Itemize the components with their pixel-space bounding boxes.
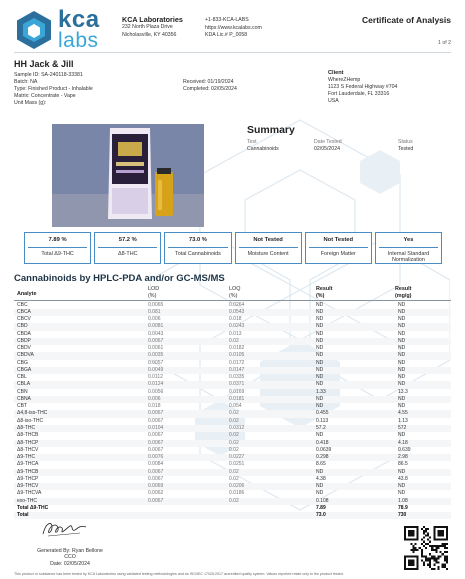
- analyte-result-percent: 57.2: [316, 425, 326, 432]
- analyte-name: CBL: [17, 374, 27, 381]
- analyte-result-percent: 0.298: [316, 454, 329, 461]
- stat-value: Not Tested: [323, 237, 354, 243]
- table-row: [14, 490, 451, 497]
- analyte-loq: 0.0182: [229, 345, 245, 352]
- analyte-lod: 0.0067: [148, 446, 164, 453]
- analyte-lod: 0.018: [148, 403, 161, 410]
- table-row: [14, 454, 451, 461]
- signature-date: Date: 02/05/2024: [50, 560, 90, 567]
- analyte-result-mg: ND: [398, 345, 406, 352]
- analyte-lod: 0.0067: [148, 439, 164, 446]
- sample-info-block: [14, 72, 93, 107]
- unit-mass: Unit Mass (g):: [14, 99, 47, 106]
- col-header-analyte: Analyte: [17, 291, 37, 297]
- analyte-result-percent: ND: [316, 316, 324, 323]
- analyte-result-percent: 0.113: [316, 417, 329, 424]
- stat-label: Internal Standard Normalization: [379, 247, 438, 264]
- analyte-lod: 0.0062: [148, 490, 164, 497]
- generated-by-block: [30, 548, 110, 567]
- analyte-lod: 0.0069: [148, 483, 164, 490]
- analyte-name: Δ8-iso-THC: [17, 417, 44, 424]
- analyte-result-mg: ND: [398, 490, 406, 497]
- analyte-lod: 0.0112: [148, 374, 163, 381]
- analyte-loq: 0.0335: [229, 374, 245, 381]
- analyte-result-percent: ND: [316, 352, 324, 359]
- analyte-loq: 0.054: [229, 403, 242, 410]
- summary-header-test: Test: [247, 139, 257, 145]
- batch: Batch: NA: [14, 78, 38, 85]
- table-row: [14, 410, 451, 417]
- analyte-loq: 0.02: [229, 432, 239, 439]
- analyte-result-mg: ND: [398, 337, 406, 344]
- analyte-result-mg: ND: [398, 323, 406, 330]
- analyte-result-mg: ND: [398, 395, 406, 402]
- lab-website[interactable]: https://www.kcalabs.com: [205, 24, 262, 31]
- analyte-result-percent: 0.418: [316, 439, 329, 446]
- lab-contact-block: [205, 17, 262, 40]
- analyte-result-mg: 13.3: [398, 388, 408, 395]
- analyte-loq: 0.0243: [229, 323, 245, 330]
- lab-license: KDA Lic.# P_0058: [205, 32, 248, 38]
- analyte-loq: 0.0169: [229, 388, 245, 395]
- summary-date-value: 02/05/2024: [314, 146, 340, 153]
- signer-role: CCO: [64, 554, 76, 561]
- analyte-result-mg: 0.639: [398, 446, 411, 453]
- analyte-lod: 0.0067: [148, 475, 164, 482]
- analyte-lod: 0.0061: [148, 345, 164, 352]
- analyte-loq: 0.0172: [229, 359, 245, 366]
- analyte-lod: 0.0084: [148, 461, 164, 468]
- analyte-result-percent: 73.0: [316, 512, 326, 519]
- col-header-result-unit: (%): [316, 292, 325, 299]
- analyte-result-mg: ND: [398, 403, 406, 410]
- lab-address-line2: Nicholasville, KY 40356: [122, 31, 177, 38]
- analyte-result-percent: 1.33: [316, 388, 326, 395]
- stat-label: Foreign Matter: [309, 247, 368, 257]
- analyte-result-mg: 4.55: [398, 410, 408, 417]
- received-date: Received: 01/19/2024: [183, 79, 234, 85]
- table-row: [14, 352, 451, 359]
- analyte-result-percent: 0.0639: [316, 446, 332, 453]
- analyte-loq: 0.0186: [229, 490, 245, 497]
- logo-wordmark-bottom: labs: [58, 29, 99, 52]
- analyte-name: CBDA: [17, 330, 31, 337]
- analyte-name: Δ8-THCP: [17, 439, 39, 446]
- summary-heading: Summary: [247, 124, 295, 136]
- analyte-name: CBG: [17, 359, 28, 366]
- cannabinoids-table-body: [14, 302, 451, 520]
- analyte-result-mg: ND: [398, 352, 406, 359]
- analyte-name: CBT: [17, 403, 27, 410]
- table-row: [14, 432, 451, 439]
- analyte-result-percent: ND: [316, 308, 324, 315]
- analyte-result-mg: ND: [398, 359, 406, 366]
- summary-status-column: [398, 139, 413, 153]
- lab-address-block: [122, 15, 183, 39]
- summary-header-status: Status: [398, 139, 413, 145]
- analyte-loq: 0.0251: [229, 461, 245, 468]
- analyte-name: CBC: [17, 301, 28, 308]
- summary-test-value: Cannabinoids: [247, 146, 279, 153]
- analyte-result-percent: ND: [316, 330, 324, 337]
- col-header-lod: LOD: [148, 286, 160, 292]
- table-row: [14, 440, 451, 447]
- qr-code-icon[interactable]: [404, 526, 448, 570]
- footer-disclaimer: This product or substance has been tested by KCA Laboratories using validated testing methodologies and an ISO/IEC 17025:2017 accredited quality system. Values reported relate only to the product tested.: [14, 572, 344, 576]
- analyte-loq: 0.02: [229, 410, 239, 417]
- sample-type: Type: Finished Product - Inhalable: [14, 85, 93, 92]
- analyte-name: Δ8-THCB: [17, 432, 39, 439]
- stat-value: 73.0 %: [188, 237, 207, 243]
- analyte-name: CBGA: [17, 366, 32, 373]
- stats-row: [24, 232, 442, 264]
- analyte-name: exo-THC: [17, 497, 38, 504]
- analyte-lod: 0.0067: [148, 432, 164, 439]
- analyte-lod: 0.0124: [148, 381, 164, 388]
- client-block: [328, 70, 397, 105]
- table-row: [14, 389, 451, 396]
- stat-value: 7.89 %: [48, 237, 67, 243]
- col-header-result-mg-unit: (mg/g): [395, 292, 412, 299]
- stat-total-cannabinoids: [164, 232, 231, 264]
- analyte-result-percent: ND: [316, 432, 324, 439]
- analyte-loq: 0.0227: [229, 454, 245, 461]
- table-row: [14, 360, 451, 367]
- analyte-result-mg: 43.8: [398, 475, 408, 482]
- analyte-loq: 0.0105: [229, 352, 245, 359]
- stat-internal-standard: [375, 232, 442, 264]
- dates-block: [183, 79, 237, 93]
- page-number: 1 of 2: [438, 40, 451, 46]
- signature-image: [40, 518, 90, 540]
- analyte-loq: 0.02: [229, 497, 239, 504]
- analyte-loq: 0.02: [229, 446, 239, 453]
- analyte-name: CBNA: [17, 395, 31, 402]
- analyte-result-percent: ND: [316, 359, 324, 366]
- analyte-loq: 0.02: [229, 417, 239, 424]
- stat-value: Not Tested: [253, 237, 283, 243]
- analyte-result-percent: 7.89: [316, 504, 326, 511]
- logo-wordmark-top: kca: [58, 6, 100, 33]
- summary-status-value: Tested: [398, 146, 414, 153]
- analyte-result-mg: 2.98: [398, 454, 408, 461]
- analyte-name: CBCA: [17, 308, 31, 315]
- analyte-name: Δ8-THCV: [17, 446, 39, 453]
- stat-label: Δ8-THC: [98, 247, 157, 257]
- analyte-result-mg: ND: [398, 330, 406, 337]
- lab-phone: +1-833-KCA-LABS: [205, 17, 249, 23]
- table-row: [14, 323, 451, 330]
- analyte-loq: 0.0312: [229, 425, 245, 432]
- header-divider: [14, 52, 451, 53]
- analyte-loq: 0.013: [229, 330, 242, 337]
- analyte-lod: 0.0067: [148, 337, 164, 344]
- analyte-lod: 0.0057: [148, 359, 164, 366]
- analyte-loq: 0.02: [229, 337, 239, 344]
- analyte-result-percent: ND: [316, 323, 324, 330]
- analyte-result-percent: ND: [316, 490, 324, 497]
- analyte-result-percent: 4.38: [316, 475, 326, 482]
- analyte-lod: 0.0067: [148, 468, 164, 475]
- analyte-lod: 0.0104: [148, 425, 164, 432]
- analyte-loq: 0.02: [229, 439, 239, 446]
- analyte-name: CBN: [17, 388, 28, 395]
- analyte-result-percent: ND: [316, 468, 324, 475]
- analyte-name: CBLA: [17, 381, 31, 388]
- stat-value: 57.2 %: [118, 237, 137, 243]
- client-heading: Client: [328, 70, 344, 76]
- analyte-result-mg: ND: [398, 374, 406, 381]
- analyte-loq: 0.0147: [229, 366, 245, 373]
- table-row: [14, 374, 451, 381]
- table-row: [14, 396, 451, 403]
- summary-test-column: [247, 139, 279, 153]
- table-row: [14, 483, 451, 490]
- analyte-lod: 0.0076: [148, 454, 164, 461]
- analyte-loq: 0.0206: [229, 483, 245, 490]
- kca-hexagon-logo-icon: [14, 10, 54, 50]
- client-country: USA: [328, 97, 339, 104]
- analyte-result-mg: 86.5: [398, 461, 408, 468]
- col-header-result: Result: [316, 286, 333, 292]
- analyte-name: Δ9-THCA: [17, 461, 39, 468]
- stat-total-d9-thc: [24, 232, 91, 264]
- analyte-result-mg: ND: [398, 381, 406, 388]
- col-header-lod-unit: (%): [148, 292, 157, 299]
- sample-id: Sample ID: SA-240118-33381: [14, 72, 83, 78]
- analyte-loq: 0.02: [229, 468, 239, 475]
- table-row: [14, 367, 451, 374]
- analyte-name: Δ4,8-iso-THC: [17, 410, 48, 417]
- table-row: [14, 425, 451, 432]
- analyte-result-percent: 8.65: [316, 461, 326, 468]
- analyte-result-mg: ND: [398, 468, 406, 475]
- analyte-name: Δ9-THC: [17, 454, 36, 461]
- analyte-name: CBDP: [17, 337, 31, 344]
- table-row: [14, 498, 451, 505]
- analyte-name: Δ9-THCVA: [17, 490, 42, 497]
- stat-label: Total Cannabinoids: [168, 247, 227, 257]
- analyte-loq: 0.02: [229, 475, 239, 482]
- analyte-result-percent: 0.108: [316, 497, 329, 504]
- summary-date-column: [314, 139, 342, 153]
- sample-matrix: Matrix: Concentrate - Vape: [14, 92, 76, 99]
- analyte-name: Δ9-THCB: [17, 468, 39, 475]
- analyte-lod: 0.081: [148, 308, 161, 315]
- analyte-result-percent: ND: [316, 301, 324, 308]
- stat-label: Total Δ9-THC: [28, 247, 87, 257]
- analyte-result-percent: ND: [316, 337, 324, 344]
- analyte-result-percent: ND: [316, 381, 324, 388]
- table-row: [14, 381, 451, 388]
- analyte-loq: 0.0543: [229, 308, 245, 315]
- table-row: [14, 476, 451, 483]
- analyte-result-mg: ND: [398, 301, 406, 308]
- analyte-result-percent: ND: [316, 483, 324, 490]
- analyte-result-mg: 572: [398, 425, 407, 432]
- col-header-loq-unit: (%): [229, 292, 238, 299]
- col-header-result-mg: Result: [395, 286, 412, 292]
- total-row: [14, 505, 451, 512]
- stat-label: Moisture Content: [239, 247, 298, 257]
- analyte-lod: 0.0081: [148, 323, 164, 330]
- cannabinoids-heading: Cannabinoids by HPLC-PDA and/or GC-MS/MS: [14, 273, 225, 284]
- analyte-result-mg: 730: [398, 512, 407, 519]
- lab-name: KCA Laboratories: [122, 15, 183, 24]
- analyte-lod: 0.0067: [148, 417, 164, 424]
- table-row: [14, 338, 451, 345]
- analyte-name: CBDV: [17, 345, 31, 352]
- product-photo: [52, 124, 204, 227]
- analyte-name: Δ8-THC: [17, 425, 36, 432]
- analyte-result-percent: ND: [316, 374, 324, 381]
- table-row: [14, 316, 451, 323]
- analyte-name: CBD: [17, 323, 28, 330]
- analyte-lod: 0.0049: [148, 366, 164, 373]
- analyte-result-percent: ND: [316, 395, 324, 402]
- table-row: [14, 345, 451, 352]
- analyte-lod: 0.0067: [148, 410, 164, 417]
- table-row: [14, 461, 451, 468]
- analyte-result-mg: 1.08: [398, 497, 408, 504]
- analyte-lod: 0.006: [148, 395, 161, 402]
- completed-date: Completed: 02/05/2024: [183, 85, 237, 92]
- client-name: WhereZHemp: [328, 77, 361, 83]
- analyte-loq: 0.0264: [229, 301, 245, 308]
- analyte-result-mg: 78.9: [398, 504, 408, 511]
- client-address-line2: Fort Lauderdale, FL 33316: [328, 90, 390, 97]
- analyte-lod: 0.0067: [148, 497, 164, 504]
- generated-by: Generated By: Ryan Bellone: [37, 548, 103, 554]
- table-row: [14, 302, 451, 309]
- analyte-lod: 0.006: [148, 316, 161, 323]
- analyte-name: Total Δ9-THC: [17, 504, 49, 511]
- analyte-loq: 0.0371: [229, 381, 245, 388]
- analyte-result-mg: ND: [398, 308, 406, 315]
- analyte-lod: 0.0065: [148, 301, 164, 308]
- analyte-result-percent: ND: [316, 345, 324, 352]
- kca-labs-logo: [14, 8, 114, 50]
- analyte-lod: 0.0043: [148, 330, 164, 337]
- table-row: [14, 403, 451, 410]
- table-row: [14, 418, 451, 425]
- analyte-name: Δ9-THCV: [17, 483, 39, 490]
- analyte-result-percent: ND: [316, 366, 324, 373]
- analyte-loq: 0.018: [229, 316, 242, 323]
- table-row: [14, 331, 451, 338]
- analyte-result-mg: ND: [398, 432, 406, 439]
- product-title: HH Jack & Jill: [14, 59, 74, 69]
- analyte-result-mg: ND: [398, 316, 406, 323]
- stat-moisture-content: [235, 232, 302, 264]
- lab-address-line1: 232 North Plaza Drive: [122, 24, 173, 30]
- analyte-name: CBCV: [17, 316, 31, 323]
- analyte-result-mg: ND: [398, 366, 406, 373]
- analyte-result-mg: ND: [398, 483, 406, 490]
- summary-header-date: Date Tested: [314, 139, 342, 145]
- analyte-result-percent: 0.455: [316, 410, 329, 417]
- table-row: [14, 469, 451, 476]
- analyte-name: CBDVA: [17, 352, 34, 359]
- table-row: [14, 447, 451, 454]
- analyte-result-mg: 1.13: [398, 417, 408, 424]
- stat-foreign-matter: [305, 232, 372, 264]
- analyte-result-percent: ND: [316, 403, 324, 410]
- analyte-lod: 0.0056: [148, 388, 164, 395]
- document-title: Certificate of Analysis: [362, 15, 451, 25]
- col-header-loq: LOQ: [229, 286, 241, 292]
- analyte-lod: 0.0035: [148, 352, 164, 359]
- analyte-name: Δ9-THCP: [17, 475, 39, 482]
- analyte-result-mg: 4.18: [398, 439, 408, 446]
- analyte-name: Total: [17, 512, 29, 519]
- client-address-line1: 1123 S Federal Highway #704: [328, 83, 398, 90]
- stat-value: Yes: [403, 237, 414, 243]
- analyte-loq: 0.0181: [229, 395, 245, 402]
- table-row: [14, 309, 451, 316]
- stat-d8-thc: [94, 232, 161, 264]
